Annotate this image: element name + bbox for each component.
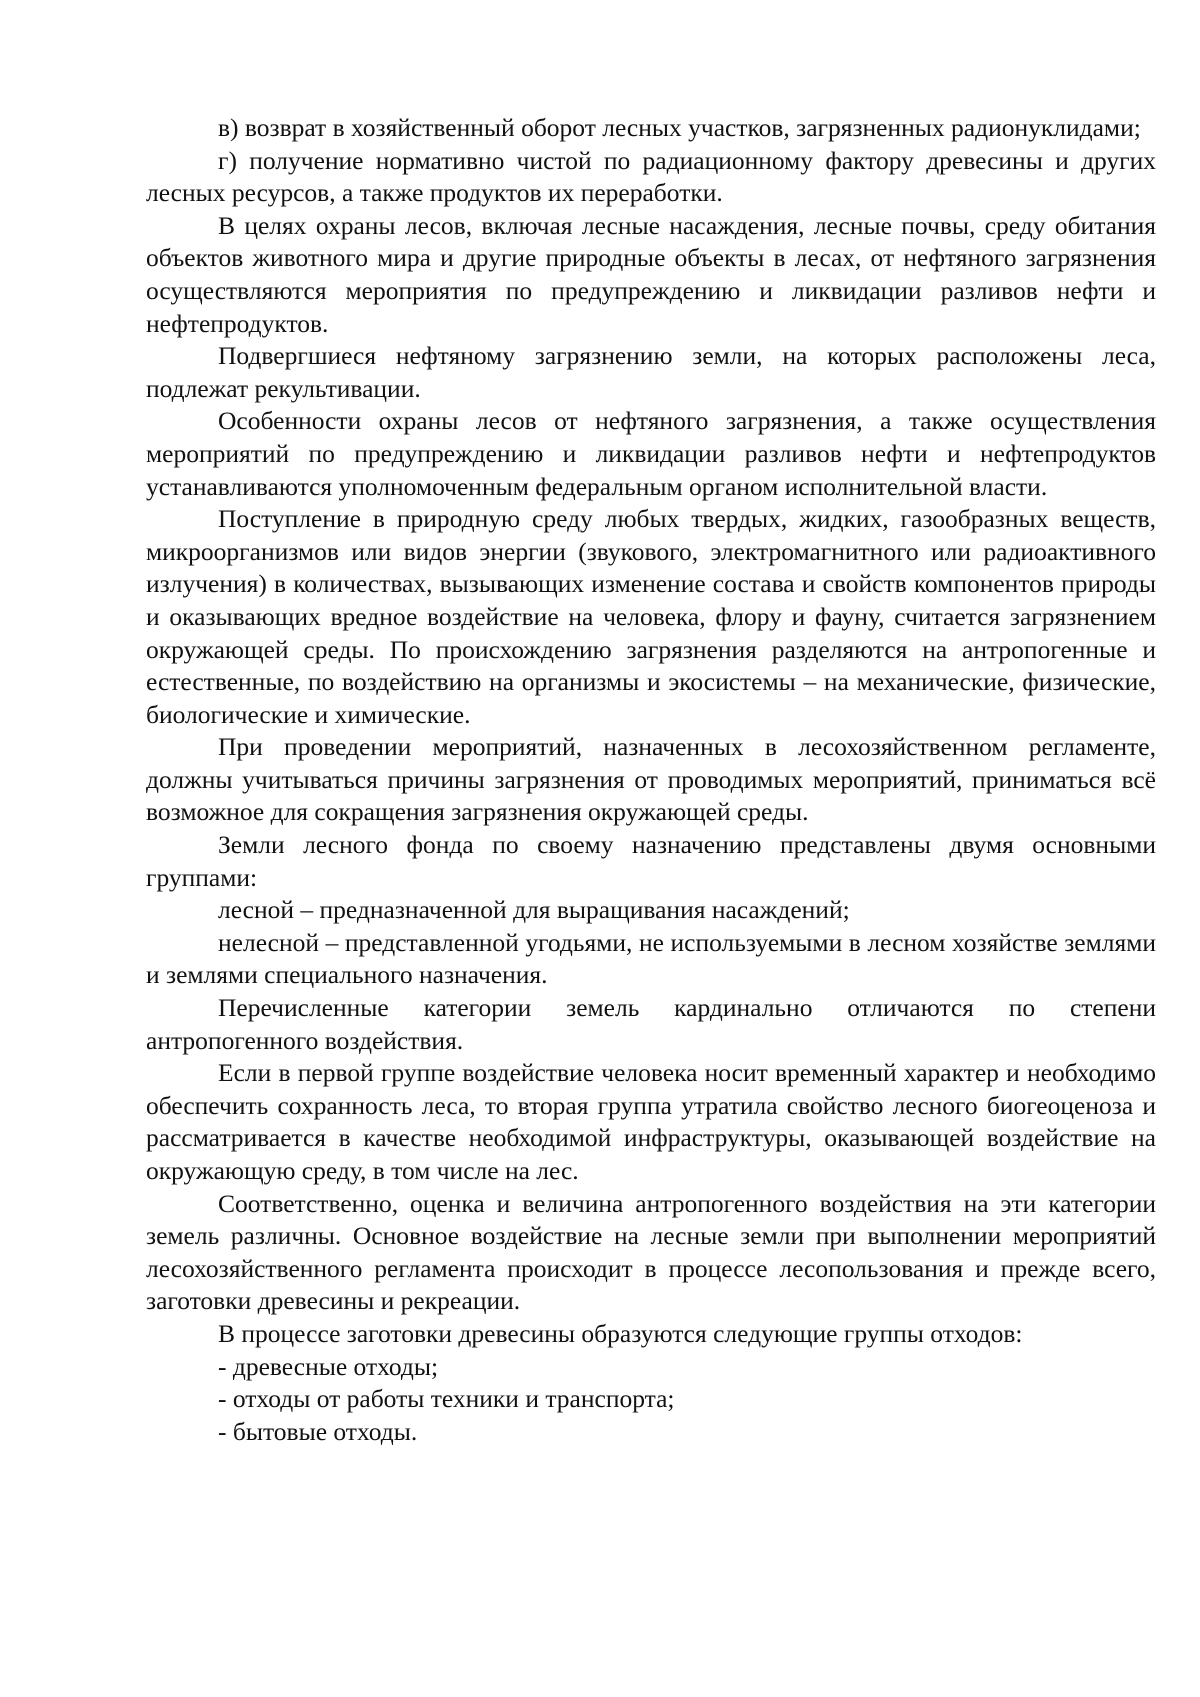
paragraph: При проведении мероприятий, назначенных в лесохозяйственном регламенте, должны учитываться причины загрязнения от проводимых мероприятий, приниматься всё возможное для сокращения загрязнения окружающей среды. [146, 732, 1156, 827]
paragraph: В целях охраны лесов, включая лесные насаждения, лесные почвы, среду обитания объектов животного мира и другие природные объекты в лесах, от нефтяного загрязнения осуществляются мероприятия по предупреждению и ликвидации разливов нефти и нефтепродуктов. [146, 210, 1156, 338]
paragraph: г) получение нормативно чистой по радиационному фактору древесины и других лесных ресурсов, а также продуктов их переработки. [146, 145, 1156, 208]
paragraph: Особенности охраны лесов от нефтяного загрязнения, а также осуществления мероприятий по предупреждению и ликвидации разливов нефти и нефтепродуктов устанавливаются уполномоченным федеральным органом исполнительной власти. [146, 406, 1156, 501]
paragraph: лесной – предназначенной для выращивания насаждений; [218, 895, 850, 925]
paragraph: Подвергшиеся нефтяному загрязнению земли, на которых расположены леса, подлежат рекультивации. [146, 341, 1156, 403]
paragraph: Соответственно, оценка и величина антропогенного воздействия на эти категории земель различны. Основное воздействие на лесные земли при выполнении мероприятий лесохозяйственного регламента происходит в процессе лесопользования и прежде всего, заготовки древесины и рекреации. [146, 1188, 1156, 1316]
list-item: - отходы от работы техники и транспорта; [218, 1384, 675, 1414]
paragraph: в) возврат в хозяйственный оборот лесных участков, загрязненных радионуклидами; [218, 113, 1141, 142]
paragraph: Если в первой группе воздействие человека носит временный характер и необходимо обеспечить сохранность леса, то вторая группа утратила свойство лесного биогеоценоза и рассматривается в качестве необходимой инфраструктуры, оказывающей воздействие на окружающую среду, в том числе на лес. [146, 1058, 1156, 1185]
paragraph: Поступление в природную среду любых твердых, жидких, газообразных веществ, микроорганизмов или видов энергии (звукового, электромагнитного или радиоактивного излучения) в количествах, вызывающих изменение состава и свойств компонентов природы и оказывающих вредное воздействие на человека, флору и фауну, считается загрязнением окружающей среды. По происхождению загрязнения разделяются на антропогенные и естественные, по воздействию на организмы и экосистемы – на механические, физические, биологические и химические. [146, 504, 1156, 729]
list-item: - древесные отходы; [218, 1351, 439, 1381]
paragraph: Земли лесного фонда по своему назначению представлены двумя основными группами: [146, 830, 1156, 892]
document-body [146, 112, 1156, 1448]
paragraph: нелесной – представленной угодьями, не используемыми в лесном хозяйстве землями и землями специального назначения. [146, 927, 1156, 990]
paragraph: Перечисленные категории земель кардинально отличаются по степени антропогенного воздействия. [146, 993, 1156, 1055]
paragraph: В процессе заготовки древесины образуются следующие группы отходов: [218, 1318, 1023, 1348]
list-item: - бытовые отходы. [218, 1416, 418, 1446]
